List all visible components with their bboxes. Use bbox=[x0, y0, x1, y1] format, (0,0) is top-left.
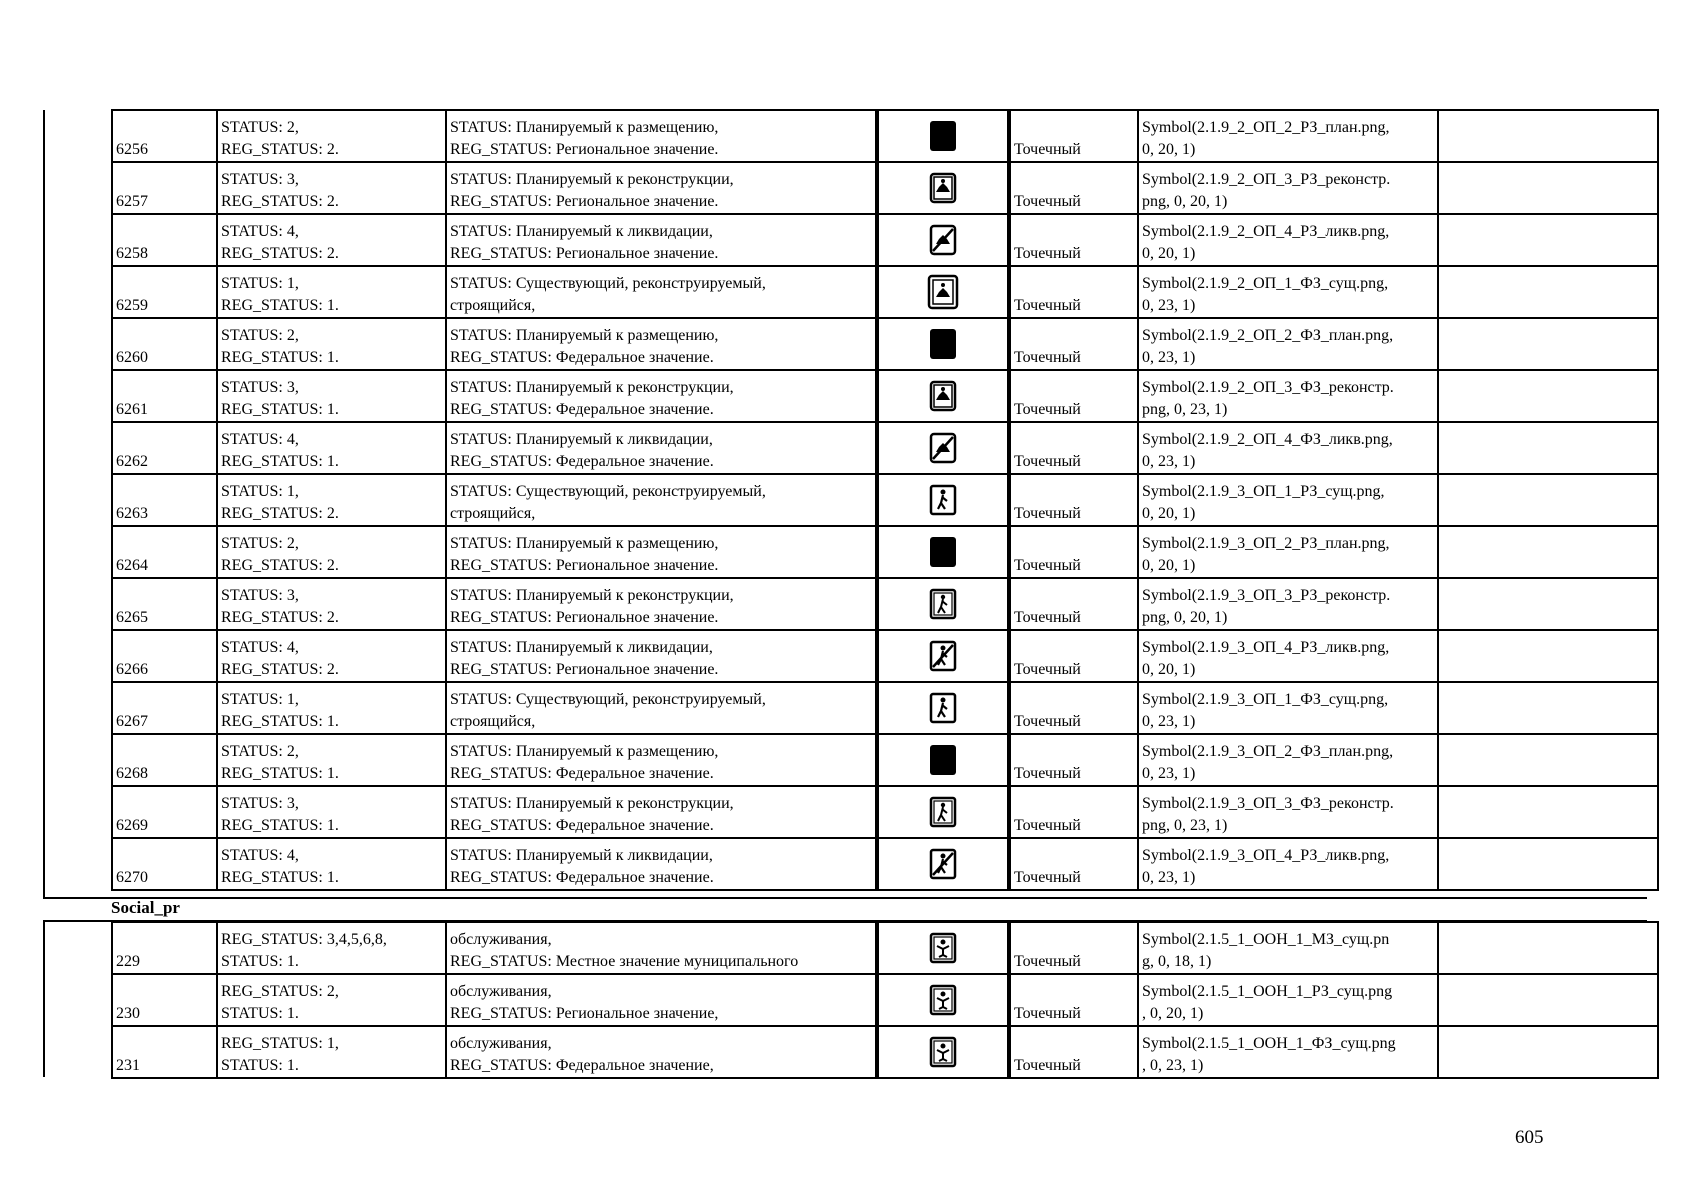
symbol-cell bbox=[877, 474, 1009, 526]
symbol-style-line: png, 0, 23, 1) bbox=[1142, 817, 1228, 834]
condition-line: STATUS: 4, bbox=[221, 639, 299, 656]
description-cell bbox=[446, 474, 877, 526]
description-line: REG_STATUS: Региональное значение. bbox=[450, 141, 719, 158]
row-id-cell: 6270 bbox=[112, 838, 217, 890]
description-cell bbox=[446, 422, 877, 474]
condition-line: REG_STATUS: 1. bbox=[221, 713, 339, 730]
description-cell bbox=[446, 110, 877, 162]
symbol-style-line: 0, 20, 1) bbox=[1142, 245, 1196, 262]
description-line: STATUS: Существующий, реконструируемый, bbox=[450, 691, 766, 708]
description-line: STATUS: Планируемый к ликвидации, bbox=[450, 431, 713, 448]
symbol-cell bbox=[877, 318, 1009, 370]
row-id-cell: 6263 bbox=[112, 474, 217, 526]
description-line: REG_STATUS: Федеральное значение. bbox=[450, 401, 714, 418]
symbol-style-cell bbox=[1138, 630, 1438, 682]
symbol-style-cell bbox=[1138, 526, 1438, 578]
table-row bbox=[112, 110, 1658, 162]
symbol-style-line: Symbol(2.1.9_2_ОП_3_РЗ_реконстр. bbox=[1142, 171, 1391, 188]
empty-cell bbox=[1438, 526, 1658, 578]
condition-cell bbox=[217, 578, 446, 630]
table-row bbox=[112, 630, 1658, 682]
symbol-cell bbox=[877, 370, 1009, 422]
symbol-style-line: 0, 23, 1) bbox=[1142, 349, 1196, 366]
row-id-cell: 6259 bbox=[112, 266, 217, 318]
condition-line: REG_STATUS: 2. bbox=[221, 141, 339, 158]
table-row bbox=[112, 318, 1658, 370]
symbol-cell bbox=[877, 162, 1009, 214]
condition-cell bbox=[217, 526, 446, 578]
existing-pictogram-icon bbox=[926, 274, 960, 310]
description-cell bbox=[446, 318, 877, 370]
empty-cell bbox=[1438, 370, 1658, 422]
social-service-icon bbox=[926, 930, 960, 966]
description-line: STATUS: Планируемый к реконструкции, bbox=[450, 379, 734, 396]
symbol-cell bbox=[877, 974, 1009, 1026]
condition-line: REG_STATUS: 2. bbox=[221, 609, 339, 626]
symbol-cell bbox=[877, 110, 1009, 162]
condition-cell bbox=[217, 318, 446, 370]
pedestrian-existing-icon bbox=[926, 482, 960, 518]
condition-line: STATUS: 1. bbox=[221, 1057, 299, 1074]
condition-cell bbox=[217, 922, 446, 974]
symbol-style-line: png, 0, 20, 1) bbox=[1142, 609, 1228, 626]
condition-line: REG_STATUS: 2. bbox=[221, 245, 339, 262]
symbol-style-line: 0, 23, 1) bbox=[1142, 765, 1196, 782]
geometry-type-cell: Точечный bbox=[1009, 1026, 1138, 1078]
symbol-cell bbox=[877, 922, 1009, 974]
description-line: STATUS: Существующий, реконструируемый, bbox=[450, 483, 766, 500]
geometry-type-cell: Точечный bbox=[1009, 214, 1138, 266]
page-number: 605 bbox=[1515, 1127, 1544, 1148]
condition-line: REG_STATUS: 1. bbox=[221, 401, 339, 418]
empty-cell bbox=[1438, 214, 1658, 266]
row-id-cell: 6262 bbox=[112, 422, 217, 474]
symbol-style-line: Symbol(2.1.9_2_ОП_4_ФЗ_ликв.png, bbox=[1142, 431, 1393, 448]
row-id-cell: 6256 bbox=[112, 110, 217, 162]
section-separator-top bbox=[43, 897, 1647, 899]
symbol-cell bbox=[877, 214, 1009, 266]
condition-line: REG_STATUS: 1. bbox=[221, 349, 339, 366]
table-row bbox=[112, 474, 1658, 526]
condition-cell bbox=[217, 110, 446, 162]
symbol-style-cell bbox=[1138, 370, 1438, 422]
empty-cell bbox=[1438, 630, 1658, 682]
pedestrian-existing-icon bbox=[926, 690, 960, 726]
description-line: обслуживания, bbox=[450, 1035, 552, 1052]
empty-cell bbox=[1438, 682, 1658, 734]
geometry-type-cell: Точечный bbox=[1009, 110, 1138, 162]
description-cell bbox=[446, 578, 877, 630]
table-row bbox=[112, 162, 1658, 214]
table-row bbox=[112, 734, 1658, 786]
symbol-style-line: Symbol(2.1.9_2_ОП_1_ФЗ_сущ.png, bbox=[1142, 275, 1389, 292]
left-margin-bar-top bbox=[43, 110, 45, 899]
symbol-style-cell bbox=[1138, 734, 1438, 786]
description-line: строящийся, bbox=[450, 297, 536, 314]
symbol-style-line: Symbol(2.1.9_3_ОП_1_РЗ_сущ.png, bbox=[1142, 483, 1385, 500]
symbol-style-line: 0, 20, 1) bbox=[1142, 661, 1196, 678]
geometry-type-cell: Точечный bbox=[1009, 318, 1138, 370]
description-cell bbox=[446, 682, 877, 734]
symbol-style-cell bbox=[1138, 578, 1438, 630]
empty-cell bbox=[1438, 974, 1658, 1026]
description-line: REG_STATUS: Федеральное значение. bbox=[450, 453, 714, 470]
condition-line: REG_STATUS: 2. bbox=[221, 193, 339, 210]
description-cell bbox=[446, 266, 877, 318]
description-line: REG_STATUS: Федеральное значение. bbox=[450, 765, 714, 782]
description-line: REG_STATUS: Федеральное значение, bbox=[450, 1057, 714, 1074]
symbol-cell bbox=[877, 786, 1009, 838]
symbol-style-line: Symbol(2.1.9_2_ОП_2_РЗ_план.png, bbox=[1142, 119, 1390, 136]
description-line: REG_STATUS: Региональное значение. bbox=[450, 661, 719, 678]
description-line: строящийся, bbox=[450, 505, 536, 522]
table-row bbox=[112, 974, 1658, 1026]
symbol-style-line: 0, 23, 1) bbox=[1142, 869, 1196, 886]
description-cell bbox=[446, 214, 877, 266]
symbol-style-cell bbox=[1138, 474, 1438, 526]
condition-cell bbox=[217, 1026, 446, 1078]
symbol-style-line: Symbol(2.1.9_3_ОП_3_РЗ_реконстр. bbox=[1142, 587, 1391, 604]
description-cell bbox=[446, 526, 877, 578]
row-id-cell: 6268 bbox=[112, 734, 217, 786]
geometry-type-cell: Точечный bbox=[1009, 922, 1138, 974]
description-line: REG_STATUS: Федеральное значение. bbox=[450, 349, 714, 366]
table-row bbox=[112, 214, 1658, 266]
description-line: REG_STATUS: Местное значение муниципального bbox=[450, 953, 799, 970]
social-service-icon bbox=[926, 1034, 960, 1070]
description-line: STATUS: Планируемый к ликвидации, bbox=[450, 223, 713, 240]
symbol-style-line: Symbol(2.1.9_3_ОП_1_ФЗ_сущ.png, bbox=[1142, 691, 1389, 708]
empty-cell bbox=[1438, 162, 1658, 214]
symbol-cell bbox=[877, 578, 1009, 630]
left-margin-bar-bottom bbox=[43, 920, 45, 1077]
description-cell bbox=[446, 974, 877, 1026]
geometry-type-cell: Точечный bbox=[1009, 162, 1138, 214]
table-row bbox=[112, 526, 1658, 578]
symbol-style-cell bbox=[1138, 1026, 1438, 1078]
geometry-type-cell: Точечный bbox=[1009, 578, 1138, 630]
symbol-style-line: Symbol(2.1.9_2_ОП_4_РЗ_ликв.png, bbox=[1142, 223, 1390, 240]
empty-cell bbox=[1438, 786, 1658, 838]
condition-line: STATUS: 4, bbox=[221, 431, 299, 448]
table-row bbox=[112, 786, 1658, 838]
description-line: REG_STATUS: Региональное значение. bbox=[450, 609, 719, 626]
table-row bbox=[112, 682, 1658, 734]
symbol-style-line: 0, 23, 1) bbox=[1142, 453, 1196, 470]
condition-cell bbox=[217, 682, 446, 734]
symbol-style-cell bbox=[1138, 682, 1438, 734]
table-row bbox=[112, 422, 1658, 474]
liquidation-pictogram-icon bbox=[926, 222, 960, 258]
description-line: REG_STATUS: Региональное значение. bbox=[450, 245, 719, 262]
description-cell bbox=[446, 630, 877, 682]
condition-cell bbox=[217, 838, 446, 890]
symbol-style-line: Symbol(2.1.9_2_ОП_2_ФЗ_план.png, bbox=[1142, 327, 1394, 344]
condition-line: STATUS: 2, bbox=[221, 327, 299, 344]
empty-cell bbox=[1438, 110, 1658, 162]
description-line: STATUS: Планируемый к размещению, bbox=[450, 327, 719, 344]
condition-line: REG_STATUS: 2. bbox=[221, 505, 339, 522]
empty-cell bbox=[1438, 266, 1658, 318]
symbol-style-cell bbox=[1138, 786, 1438, 838]
condition-cell bbox=[217, 162, 446, 214]
symbol-style-line: Symbol(2.1.9_2_ОП_3_ФЗ_реконстр. bbox=[1142, 379, 1394, 396]
condition-line: STATUS: 1, bbox=[221, 275, 299, 292]
description-line: строящийся, bbox=[450, 713, 536, 730]
symbol-cell bbox=[877, 630, 1009, 682]
symbol-style-line: , 0, 23, 1) bbox=[1142, 1057, 1204, 1074]
geometry-type-cell: Точечный bbox=[1009, 734, 1138, 786]
condition-line: REG_STATUS: 1. bbox=[221, 817, 339, 834]
symbol-style-line: Symbol(2.1.9_3_ОП_3_ФЗ_реконстр. bbox=[1142, 795, 1394, 812]
empty-cell bbox=[1438, 578, 1658, 630]
symbol-style-line: 0, 20, 1) bbox=[1142, 141, 1196, 158]
symbol-style-line: Symbol(2.1.5_1_ООН_1_ФЗ_сущ.png bbox=[1142, 1035, 1396, 1052]
symbol-style-line: Symbol(2.1.9_3_ОП_4_РЗ_ликв.png, bbox=[1142, 639, 1390, 656]
symbol-style-line: , 0, 20, 1) bbox=[1142, 1005, 1204, 1022]
condition-line: STATUS: 1, bbox=[221, 483, 299, 500]
row-id-cell: 231 bbox=[112, 1026, 217, 1078]
condition-line: STATUS: 3, bbox=[221, 587, 299, 604]
symbol-style-cell bbox=[1138, 110, 1438, 162]
liquidation-pictogram-icon bbox=[926, 430, 960, 466]
empty-cell bbox=[1438, 1026, 1658, 1078]
symbol-style-cell bbox=[1138, 974, 1438, 1026]
symbol-cell bbox=[877, 526, 1009, 578]
row-id-cell: 6269 bbox=[112, 786, 217, 838]
row-id-cell: 6260 bbox=[112, 318, 217, 370]
empty-cell bbox=[1438, 318, 1658, 370]
pedestrian-reconstruction-icon bbox=[926, 586, 960, 622]
symbol-style-line: Symbol(2.1.9_3_ОП_2_РЗ_план.png, bbox=[1142, 535, 1390, 552]
symbol-cell bbox=[877, 266, 1009, 318]
condition-line: REG_STATUS: 1. bbox=[221, 869, 339, 886]
condition-cell bbox=[217, 422, 446, 474]
condition-line: REG_STATUS: 3,4,5,6,8, bbox=[221, 931, 387, 948]
table-row bbox=[112, 922, 1658, 974]
condition-cell bbox=[217, 214, 446, 266]
symbol-style-cell bbox=[1138, 214, 1438, 266]
symbol-cell bbox=[877, 734, 1009, 786]
description-line: STATUS: Планируемый к реконструкции, bbox=[450, 171, 734, 188]
condition-cell bbox=[217, 630, 446, 682]
condition-line: STATUS: 4, bbox=[221, 223, 299, 240]
condition-line: REG_STATUS: 1. bbox=[221, 765, 339, 782]
pedestrian-liquidation-icon bbox=[926, 638, 960, 674]
condition-line: STATUS: 3, bbox=[221, 795, 299, 812]
condition-line: STATUS: 2, bbox=[221, 119, 299, 136]
geometry-type-cell: Точечный bbox=[1009, 630, 1138, 682]
description-line: STATUS: Планируемый к размещению, bbox=[450, 743, 719, 760]
description-line: STATUS: Планируемый к ликвидации, bbox=[450, 847, 713, 864]
empty-cell bbox=[1438, 422, 1658, 474]
empty-cell bbox=[1438, 474, 1658, 526]
table-row bbox=[112, 578, 1658, 630]
symbol-style-cell bbox=[1138, 922, 1438, 974]
symbol-style-cell bbox=[1138, 422, 1438, 474]
condition-line: REG_STATUS: 2. bbox=[221, 557, 339, 574]
pedestrian-liquidation-icon bbox=[926, 846, 960, 882]
table-row bbox=[112, 838, 1658, 890]
geometry-type-cell: Точечный bbox=[1009, 682, 1138, 734]
condition-line: REG_STATUS: 2, bbox=[221, 983, 339, 1000]
section-label: Social_pr bbox=[111, 898, 180, 917]
row-id-cell: 6261 bbox=[112, 370, 217, 422]
condition-cell bbox=[217, 370, 446, 422]
condition-line: STATUS: 1. bbox=[221, 953, 299, 970]
condition-line: REG_STATUS: 1. bbox=[221, 297, 339, 314]
symbol-table-top bbox=[111, 109, 1659, 891]
description-line: STATUS: Существующий, реконструируемый, bbox=[450, 275, 766, 292]
condition-line: STATUS: 4, bbox=[221, 847, 299, 864]
geometry-type-cell: Точечный bbox=[1009, 838, 1138, 890]
symbol-style-line: Symbol(2.1.5_1_ООН_1_МЗ_сущ.pn bbox=[1142, 931, 1390, 948]
reconstruction-pictogram-icon bbox=[926, 378, 960, 414]
social-service-icon bbox=[926, 982, 960, 1018]
geometry-type-cell: Точечный bbox=[1009, 786, 1138, 838]
condition-line: STATUS: 2, bbox=[221, 743, 299, 760]
symbol-style-line: 0, 23, 1) bbox=[1142, 297, 1196, 314]
condition-line: REG_STATUS: 1. bbox=[221, 453, 339, 470]
pedestrian-reconstruction-icon bbox=[926, 794, 960, 830]
description-line: REG_STATUS: Федеральное значение. bbox=[450, 869, 714, 886]
condition-line: STATUS: 1. bbox=[221, 1005, 299, 1022]
description-cell bbox=[446, 370, 877, 422]
condition-line: STATUS: 3, bbox=[221, 171, 299, 188]
description-cell bbox=[446, 734, 877, 786]
symbol-cell bbox=[877, 1026, 1009, 1078]
description-cell bbox=[446, 162, 877, 214]
symbol-style-line: 0, 23, 1) bbox=[1142, 713, 1196, 730]
geometry-type-cell: Точечный bbox=[1009, 474, 1138, 526]
row-id-cell: 6267 bbox=[112, 682, 217, 734]
symbol-style-line: 0, 20, 1) bbox=[1142, 557, 1196, 574]
description-line: STATUS: Планируемый к реконструкции, bbox=[450, 795, 734, 812]
planned-solid-icon bbox=[926, 534, 960, 570]
empty-cell bbox=[1438, 838, 1658, 890]
symbol-style-cell bbox=[1138, 162, 1438, 214]
symbol-style-line: Symbol(2.1.5_1_ООН_1_РЗ_сущ.png bbox=[1142, 983, 1393, 1000]
empty-cell bbox=[1438, 734, 1658, 786]
description-cell bbox=[446, 838, 877, 890]
symbol-cell bbox=[877, 422, 1009, 474]
description-cell bbox=[446, 1026, 877, 1078]
symbol-style-cell bbox=[1138, 838, 1438, 890]
symbol-table-bottom bbox=[111, 921, 1659, 1079]
symbol-style-line: png, 0, 23, 1) bbox=[1142, 401, 1228, 418]
description-line: REG_STATUS: Региональное значение. bbox=[450, 557, 719, 574]
symbol-style-cell bbox=[1138, 266, 1438, 318]
description-line: STATUS: Планируемый к размещению, bbox=[450, 119, 719, 136]
description-line: REG_STATUS: Региональное значение. bbox=[450, 193, 719, 210]
geometry-type-cell: Точечный bbox=[1009, 974, 1138, 1026]
symbol-cell bbox=[877, 838, 1009, 890]
row-id-cell: 6257 bbox=[112, 162, 217, 214]
description-line: STATUS: Планируемый к размещению, bbox=[450, 535, 719, 552]
table-row bbox=[112, 370, 1658, 422]
symbol-style-line: 0, 20, 1) bbox=[1142, 505, 1196, 522]
symbol-style-cell bbox=[1138, 318, 1438, 370]
geometry-type-cell: Точечный bbox=[1009, 422, 1138, 474]
condition-line: REG_STATUS: 2. bbox=[221, 661, 339, 678]
description-cell bbox=[446, 786, 877, 838]
condition-cell bbox=[217, 734, 446, 786]
table-row bbox=[112, 266, 1658, 318]
symbol-style-line: png, 0, 20, 1) bbox=[1142, 193, 1228, 210]
row-id-cell: 6258 bbox=[112, 214, 217, 266]
description-line: REG_STATUS: Региональное значение, bbox=[450, 1005, 719, 1022]
planned-solid-icon bbox=[926, 742, 960, 778]
description-line: STATUS: Планируемый к ликвидации, bbox=[450, 639, 713, 656]
description-line: обслуживания, bbox=[450, 983, 552, 1000]
row-id-cell: 229 bbox=[112, 922, 217, 974]
geometry-type-cell: Точечный bbox=[1009, 266, 1138, 318]
description-line: STATUS: Планируемый к реконструкции, bbox=[450, 587, 734, 604]
symbol-cell bbox=[877, 682, 1009, 734]
description-line: обслуживания, bbox=[450, 931, 552, 948]
description-line: REG_STATUS: Федеральное значение. bbox=[450, 817, 714, 834]
table-row bbox=[112, 1026, 1658, 1078]
description-cell bbox=[446, 922, 877, 974]
reconstruction-pictogram-icon bbox=[926, 170, 960, 206]
condition-line: REG_STATUS: 1, bbox=[221, 1035, 339, 1052]
row-id-cell: 6264 bbox=[112, 526, 217, 578]
condition-line: STATUS: 3, bbox=[221, 379, 299, 396]
condition-cell bbox=[217, 474, 446, 526]
empty-cell bbox=[1438, 922, 1658, 974]
geometry-type-cell: Точечный bbox=[1009, 370, 1138, 422]
row-id-cell: 6266 bbox=[112, 630, 217, 682]
symbol-style-line: Symbol(2.1.9_3_ОП_4_РЗ_ликв.png, bbox=[1142, 847, 1390, 864]
condition-line: STATUS: 2, bbox=[221, 535, 299, 552]
geometry-type-cell: Точечный bbox=[1009, 526, 1138, 578]
condition-cell bbox=[217, 266, 446, 318]
condition-cell bbox=[217, 786, 446, 838]
planned-solid-icon bbox=[926, 118, 960, 154]
symbol-style-line: Symbol(2.1.9_3_ОП_2_ФЗ_план.png, bbox=[1142, 743, 1394, 760]
condition-cell bbox=[217, 974, 446, 1026]
row-id-cell: 230 bbox=[112, 974, 217, 1026]
planned-solid-icon bbox=[926, 326, 960, 362]
row-id-cell: 6265 bbox=[112, 578, 217, 630]
condition-line: STATUS: 1, bbox=[221, 691, 299, 708]
symbol-style-line: g, 0, 18, 1) bbox=[1142, 953, 1212, 970]
